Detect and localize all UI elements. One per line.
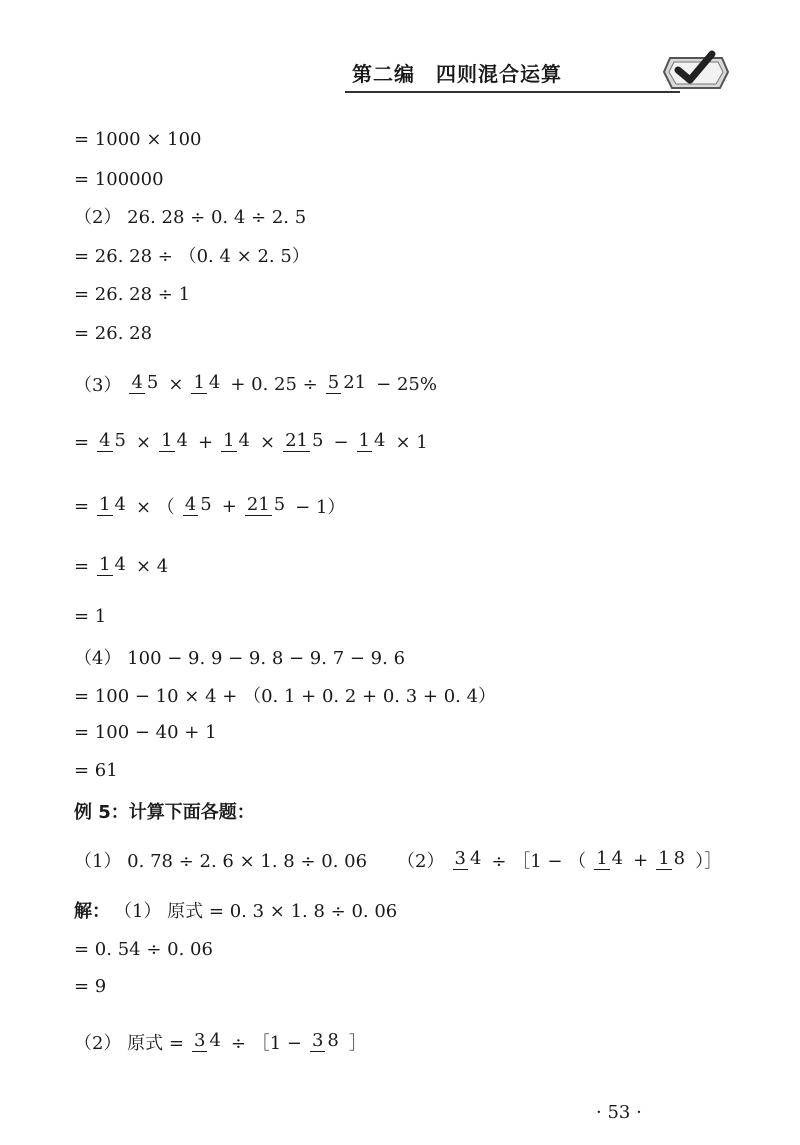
line-text: = 26. 28 xyxy=(74,322,153,344)
operator: × （ xyxy=(136,497,175,518)
line-text: ）］ xyxy=(695,851,723,872)
line-text: = 1 xyxy=(74,605,107,627)
calc-line xyxy=(74,755,118,785)
fraction: 1 4 xyxy=(223,430,250,452)
example-heading xyxy=(74,796,255,826)
fraction: 21 5 xyxy=(246,494,286,516)
example-label: 例 5：计算下面各题： xyxy=(74,802,255,823)
line-text: = 100 − 40 + 1 xyxy=(74,721,217,743)
calc-line-fraction xyxy=(74,416,428,468)
line-text: = 1000 × 100 xyxy=(74,128,202,150)
calc-line xyxy=(74,164,164,194)
example-problems xyxy=(74,834,722,886)
fraction: 21 5 xyxy=(285,430,324,452)
fraction: 5 21 xyxy=(327,372,367,394)
line-text: = 0. 54 ÷ 0. 06 xyxy=(74,938,213,960)
line-text: ÷ ［1 − （ xyxy=(491,851,587,872)
calc-line xyxy=(74,680,496,710)
calc-line xyxy=(74,717,217,747)
fraction: 1 4 xyxy=(99,554,126,576)
fraction: 4 5 xyxy=(131,372,159,394)
fraction: 1 4 xyxy=(596,848,624,870)
operator: = xyxy=(74,555,90,577)
calc-line xyxy=(74,124,202,154)
solution-label: 解： xyxy=(74,901,110,922)
calc-line xyxy=(74,934,213,964)
operator: + xyxy=(633,849,649,871)
line-text: + 0. 25 ÷ xyxy=(230,373,318,395)
calc-line xyxy=(74,240,310,270)
calc-line-fraction xyxy=(74,540,168,592)
fraction: 3 8 xyxy=(311,1030,339,1052)
fraction: 3 4 xyxy=(454,848,482,870)
header-divider xyxy=(345,91,680,93)
line-text: （2） 原式 = xyxy=(74,1033,184,1054)
calc-line-fraction xyxy=(74,480,345,532)
calc-line-fraction xyxy=(74,1016,367,1068)
operator: − xyxy=(333,431,349,453)
operator: × xyxy=(168,373,184,395)
line-text: （2） 26. 28 ÷ 0. 4 ÷ 2. 5 xyxy=(74,207,307,228)
solution-line xyxy=(74,895,397,925)
calc-line xyxy=(74,971,106,1001)
line-text: = 100000 xyxy=(74,168,164,190)
operator: × xyxy=(136,431,152,453)
operator: + xyxy=(198,431,214,453)
line-text: = 100 − 10 × 4 + （0. 1 + 0. 2 + 0. 3 + 0. 4） xyxy=(74,686,497,707)
calc-line xyxy=(74,642,405,672)
fraction: 3 4 xyxy=(193,1030,221,1052)
fraction: 1 8 xyxy=(658,848,686,870)
calc-line xyxy=(74,601,106,631)
calc-line xyxy=(74,279,190,309)
operator: × xyxy=(260,431,276,453)
line-text: = 26. 28 ÷ （0. 4 × 2. 5） xyxy=(74,246,310,267)
fraction: 4 5 xyxy=(99,430,126,452)
fraction: 4 5 xyxy=(184,494,212,516)
calc-line xyxy=(74,201,306,231)
line-text: （4） 100 − 9. 9 − 9. 8 − 9. 7 − 9. 6 xyxy=(74,648,406,669)
fraction: 1 4 xyxy=(358,430,386,452)
operator: = xyxy=(74,495,90,517)
line-text: × 4 xyxy=(136,555,169,577)
line-text: ÷ ［1 − xyxy=(230,1033,302,1054)
problem-1: （1） 0. 78 ÷ 2. 6 × 1. 8 ÷ 0. 06 xyxy=(74,851,368,872)
line-text: × 1 xyxy=(395,431,428,453)
page-header-title: 第二编 四则混合运算 xyxy=(352,62,562,86)
calc-line xyxy=(74,318,152,348)
line-text: − 25% xyxy=(376,373,437,395)
fraction: 1 4 xyxy=(193,372,221,394)
line-text: = 26. 28 ÷ 1 xyxy=(74,283,191,305)
page-number: · 53 · xyxy=(596,1102,642,1123)
fraction: 1 4 xyxy=(161,430,188,452)
calc-line-fraction xyxy=(74,358,437,410)
line-text: （3） xyxy=(74,375,122,396)
operator: + xyxy=(221,495,237,517)
line-text: = 9 xyxy=(74,975,107,997)
problem-2-label: （2） xyxy=(397,851,445,872)
line-text: （1） 原式 = 0. 3 × 1. 8 ÷ 0. 06 xyxy=(114,901,398,922)
line-text: = 61 xyxy=(74,759,118,781)
fraction: 1 4 xyxy=(99,494,126,516)
line-text: − 1） xyxy=(295,497,346,518)
checkmark-logo-icon xyxy=(662,44,730,98)
line-text: ］ xyxy=(348,1033,367,1054)
operator: = xyxy=(74,431,90,453)
